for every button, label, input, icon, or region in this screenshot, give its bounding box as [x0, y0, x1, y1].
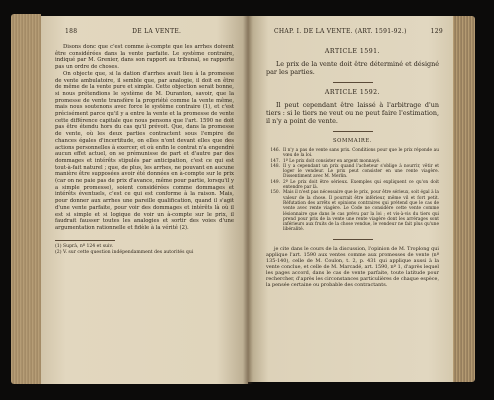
left-running-head — [65, 28, 236, 35]
article-1591-heading: ARTICLE 1591. — [324, 48, 381, 55]
section-divider — [333, 239, 373, 240]
footnote-continuation — [266, 246, 439, 288]
right-page — [248, 16, 453, 382]
left-footnotes — [55, 244, 234, 256]
summary-item-text: Il y a cependant un prix quand l'acheteur s'oblige à nourrir, vêtir et loger le vendeur. Le prix peut consister en une rente viagère. Dissentiment avec M. Merlin. — [283, 163, 439, 180]
left-page-number: 188 — [65, 28, 78, 35]
book-spread — [5, 6, 489, 394]
article-1591-paragraph: Le prix de la vente doit être déterminé et désigné par les parties. — [266, 60, 439, 76]
summary-item-text: 1º Le prix doit consister en argent monnayé. — [283, 158, 381, 164]
left-page-edges — [11, 14, 41, 384]
summary-item — [266, 148, 439, 159]
left-paragraph: On objecte que, si la dation d'arrhes avait lieu à la promesse de vente ambulatoire, il semble que, par analogie, il doit en être de même de la vente pure et simple. Cette objection serait bonne, si nous prétendions le système de M. Duranton, savoir, que la promesse de vente transfère la propriété comme la vente même, mais nous soutenons avec force le système contraire (1), et c'est précisément parce qu'il y a entre la vente et la promesse de vente cette différence capitale que nous pensons que l'art. 1590 ne doit pas être étendu hors du cas qu'il prévoit. Que, dans la promesse de vente, où les deux parties contractent sous l'empire de chances égales d'incertitude, on elles n'ont devant elles que des actions personnelles à exercer, et où enfin le contrat n'a engendré aucun effet actuel, on se prémunisse de part et d'autre par des dommages et intérêts stipulés par anticipation, c'est ce qui est tout-à-fait naturel ; que, de plus, les arrhes, ne pouvant en aucune manière être supposées avoir été données en à-compte sur le prix (car on ne paie pas de prix d'avance, même pour partie, lorsqu'il y a simple promesse), soient considérées comme dommages et intérêts éventuels, c'est ce qui est conforme à la raison. Mais, pour donner aux arrhes une pareille qualification, quand il s'agit d'une vente parfaite, pour voir des dommages et intérêts là où il est si simple et si logique de voir un à-compte sur le prix, il faudrait fausser toutes les analogies et sortir des voies d'une argumentation rationnelle et fidèle à la vérité (2). — [55, 70, 234, 231]
article-1592-text — [266, 101, 439, 125]
summary-item-number: 150. — [270, 190, 280, 196]
summary-item — [266, 180, 439, 191]
summary-item-number: 147. — [270, 158, 280, 164]
article-1591-text — [266, 60, 439, 76]
summary-item-number: 148. — [270, 163, 280, 169]
right-running-head — [274, 28, 443, 35]
left-page — [41, 16, 248, 384]
section-divider — [333, 131, 373, 132]
summary-item-text: Mais il n'est pas nécessaire que le prix, pour être sérieux, soit égal à la valeur de la chose. Il pourrait être inférieur, même vil et fort petit. Réfutation des arrêts et opinions contraires qui prétend que le cas de vente avec rente viagère. Le Code ne considère cette vente comme lésionnaire que dans le cas prévu par la loi ; et vis-à-vis du tiers qui prend pour prix de la vente une rente viagère dont les arrérages sont inférieurs aux fruits de la chose vendue, le vendeur ne fait plus qu'une libéralité. — [283, 190, 439, 233]
footnote: (2) V. sur cette question indépendamment des autorités qui — [55, 249, 194, 255]
summary-list — [266, 148, 439, 233]
article-1592-paragraph: Il peut cependant être laissé à l'arbitrage d'un tiers : si le tiers ne veut ou ne peut faire l'estimation, il n'y a point de vente. — [266, 101, 439, 125]
summary-item — [266, 190, 439, 232]
footnote: (1) Suprà, nº 124 et suiv. — [55, 243, 113, 249]
article-1592-heading: ARTICLE 1592. — [324, 89, 381, 96]
left-body-text — [55, 44, 234, 232]
right-page-edges — [453, 16, 475, 382]
section-divider — [333, 82, 373, 83]
summary-item-text: Il n'y a pas de vente sans prix. Conditions pour que le prix réponde au vœu de la loi. — [283, 148, 439, 159]
right-page-number: 129 — [430, 28, 443, 35]
left-paragraph: Disons donc que c'est comme à-compte que les arrhes doivent être considérées dans la vente parfaite. Le système contraire, indiqué par M. Grenier, dans son rapport au tribunal, se rapporte pas un ordre de choses. — [55, 44, 234, 71]
summary-item-number: 149. — [270, 179, 280, 185]
commentary-paragraph: je cite dans le cours de la discussion, l'opinion de M. Troplong qui applique l'art. 1590 aux ventes comme aux promesses de vente (nº 135-140), celle de M. Coulon, t. 2, p. 431 qui applique aussi à la vente conclue, et celle de M. Marcadé, art. 1590, nº 1, d'après lequel les pages accord, dans le cas de vente parfaite, toute latitude pour rechercher, d'après les circonstances particulières de chaque espèce, la pensée certaine ou probable des contractants. — [266, 245, 439, 288]
footnote-divider — [55, 240, 115, 241]
book-gutter — [243, 16, 253, 384]
summary-item-text: 2º Le prix doit être sérieux. Exemples qui expliquent ce qu'on doit entendre par là. — [283, 179, 439, 191]
summary-item-number: 146. — [270, 148, 280, 153]
right-running-title: CHAP. I. DE LA VENTE. (ART. 1591-92.) — [274, 28, 407, 35]
summary-item — [266, 164, 439, 180]
summary-heading: SOMMAIRE. — [333, 138, 372, 144]
left-running-title: DE LA VENTE. — [132, 28, 182, 35]
